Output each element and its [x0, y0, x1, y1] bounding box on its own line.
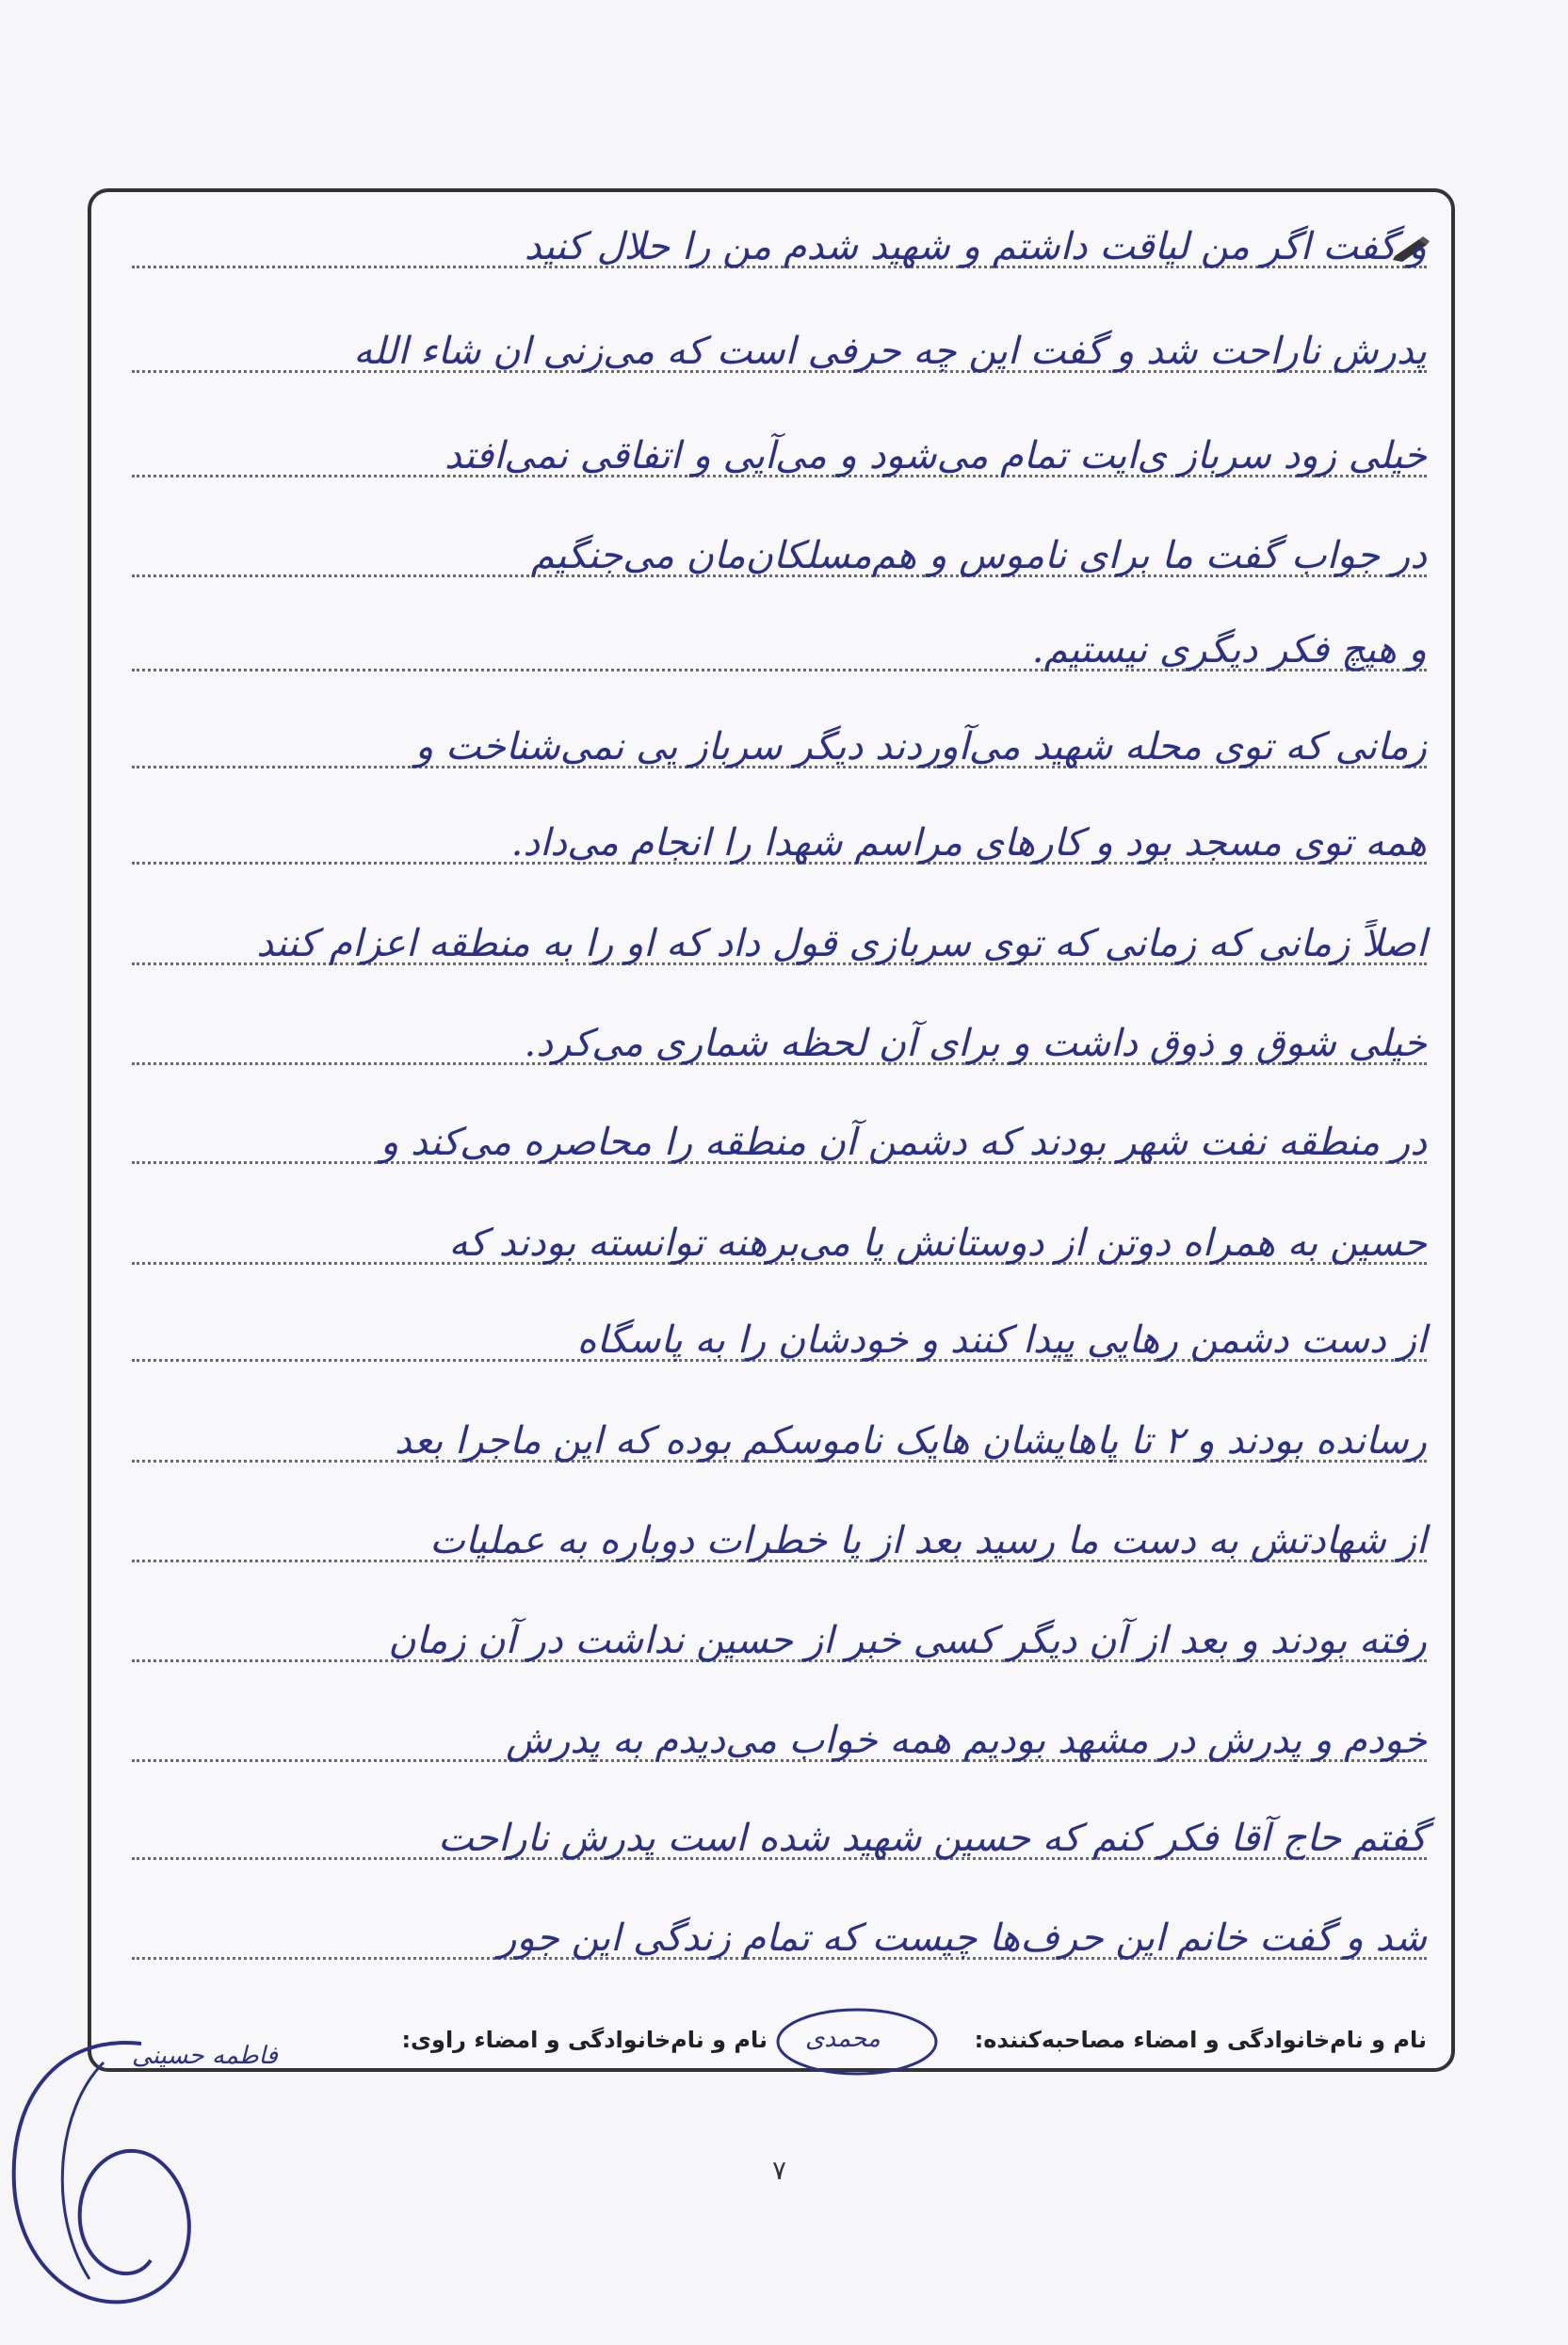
handwritten-line: در جواب گفت ما برای ناموس و هم‌مسلکان‌مان می‌جنگیم	[530, 534, 1427, 577]
handwritten-line: و گفت اگر من لیاقت داشتم و شهید شدم من را حلال کنید	[524, 225, 1427, 268]
interviewer-signature: محمدی	[805, 2025, 881, 2053]
page-number: ۷	[772, 2155, 787, 2186]
handwritten-line: خیلی شوق و ذوق داشت و برای آن لحظه شماری می‌کرد.	[524, 1022, 1427, 1065]
handwritten-line: زمانی که توی محله شهید می‌آوردند دیگر سرباز یی نمی‌شناخت و	[414, 725, 1427, 768]
handwritten-line: و هیچ فکر دیگری نیستیم.	[1031, 628, 1427, 671]
handwritten-line: همه توی مسجد بود و کارهای مراسم شهدا را انجام می‌داد.	[510, 821, 1427, 865]
handwritten-line: گفتم حاج آقا فکر کنم که حسین شهید شده است پدرش ناراحت	[438, 1817, 1427, 1860]
handwritten-line: پدرش ناراحت شد و گفت این چه حرفی است که می‌زنی ان شاء الله	[353, 330, 1427, 373]
handwritten-line: رسانده بودند و ۲ تا پاهایشان هایک ناموسکم بوده که این ماجرا بعد	[394, 1419, 1427, 1463]
handwritten-line: حسین به همراه دوتن از دوستانش یا می‌برهنه توانسته بودند که	[448, 1221, 1427, 1265]
handwritten-line: خودم و پدرش در مشهد بودیم همه خواب می‌دیدم به پدرش	[506, 1719, 1427, 1762]
handwritten-line: در منطقه نفت شهر بودند که دشمن آن منطقه را محاصره می‌کند و	[380, 1121, 1427, 1164]
narrator-signature: فاطمه حسینی	[132, 2042, 278, 2070]
interviewer-signature-label: نام و نام‌خانوادگی و امضاء مصاحبه‌کننده:	[974, 2027, 1427, 2053]
handwritten-line: رفته بودند و بعد از آن دیگر کسی خبر از حسین نداشت در آن زمان	[388, 1619, 1427, 1662]
handwritten-line: خیلی زود سرباز ی‌ایت تمام می‌شود و می‌آیی و اتفاقی نمی‌افتد	[444, 434, 1427, 477]
handwritten-line: شد و گفت خانم این حرف‌ها چیست که تمام زندگی این جور	[498, 1916, 1427, 1960]
handwritten-line: اصلاً زمانی که زمانی که توی سربازی قول داد که او را به منطقه اعزام کنند	[256, 922, 1427, 965]
pen-scribble	[0, 2025, 217, 2326]
handwritten-line: از دست دشمن رهایی پیدا کنند و خودشان را به پاسگاه	[576, 1318, 1427, 1362]
handwritten-line: از شهادتش به دست ما رسید بعد از یا خطرات دوباره به عملیات	[429, 1519, 1427, 1562]
narrator-signature-label: نام و نام‌خانوادگی و امضاء راوی:	[401, 2027, 768, 2053]
